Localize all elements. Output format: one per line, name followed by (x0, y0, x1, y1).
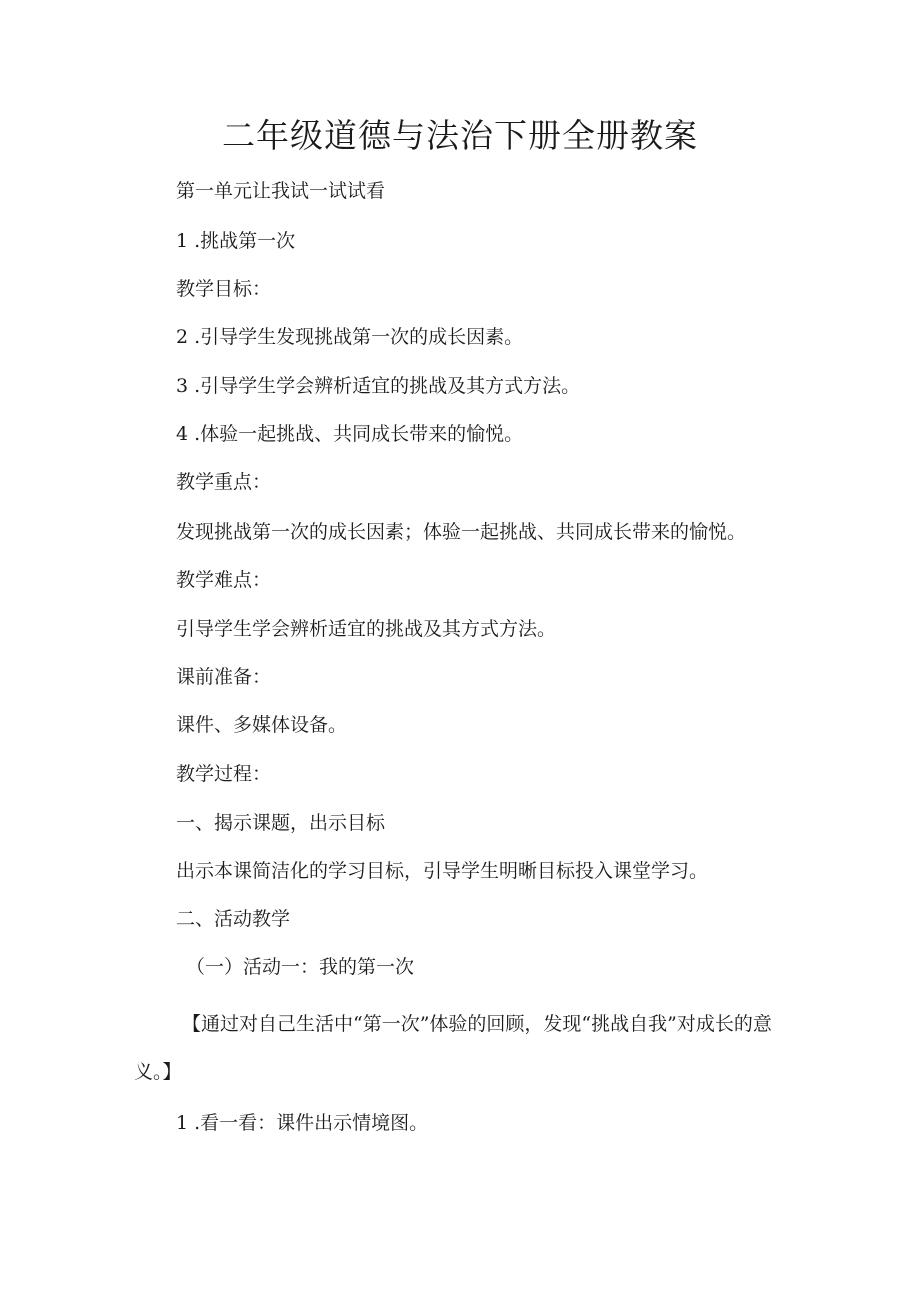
goal-item: 4 .体验一起挑战、共同成长带来的愉悦。 (176, 423, 524, 445)
step-heading: 二、活动教学 (176, 908, 291, 930)
difficulties-heading: 教学难点： (176, 569, 272, 591)
preparation-text: 课件、多媒体设备。 (176, 714, 348, 736)
activity-heading: （一）活动一：我的第一次 (186, 956, 415, 978)
goal-item: 3 .引导学生学会辨析适宜的挑战及其方式方法。 (176, 375, 581, 397)
key-points-heading: 教学重点： (176, 471, 272, 493)
preparation-heading: 课前准备： (176, 666, 272, 688)
process-heading: 教学过程： (176, 763, 272, 785)
goal-item: 2 .引导学生发现挑战第一次的成长因素。 (176, 326, 524, 348)
activity-note: 【通过对自己生活中“第一次”体验的回顾，发现“挑战自我”对成长的意义。】 (134, 1013, 772, 1083)
key-points-text: 发现挑战第一次的成长因素；体验一起挑战、共同成长带来的愉悦。 (176, 521, 747, 543)
goals-heading: 教学目标： (176, 278, 272, 300)
step-heading: 一、揭示课题，出示目标 (176, 812, 386, 834)
activity-step: 1 .看一看：课件出示情境图。 (176, 1112, 429, 1134)
lesson-heading: 1 .挑战第一次 (176, 230, 296, 252)
document-title: 二年级道德与法治下册全册教案 (222, 116, 698, 155)
unit-heading: 第一单元让我试一试试看 (176, 180, 386, 202)
difficulties-text: 引导学生学会辨析适宜的挑战及其方式方法。 (176, 618, 557, 640)
step-text: 出示本课简洁化的学习目标，引导学生明晰目标投入课堂学习。 (176, 860, 709, 882)
